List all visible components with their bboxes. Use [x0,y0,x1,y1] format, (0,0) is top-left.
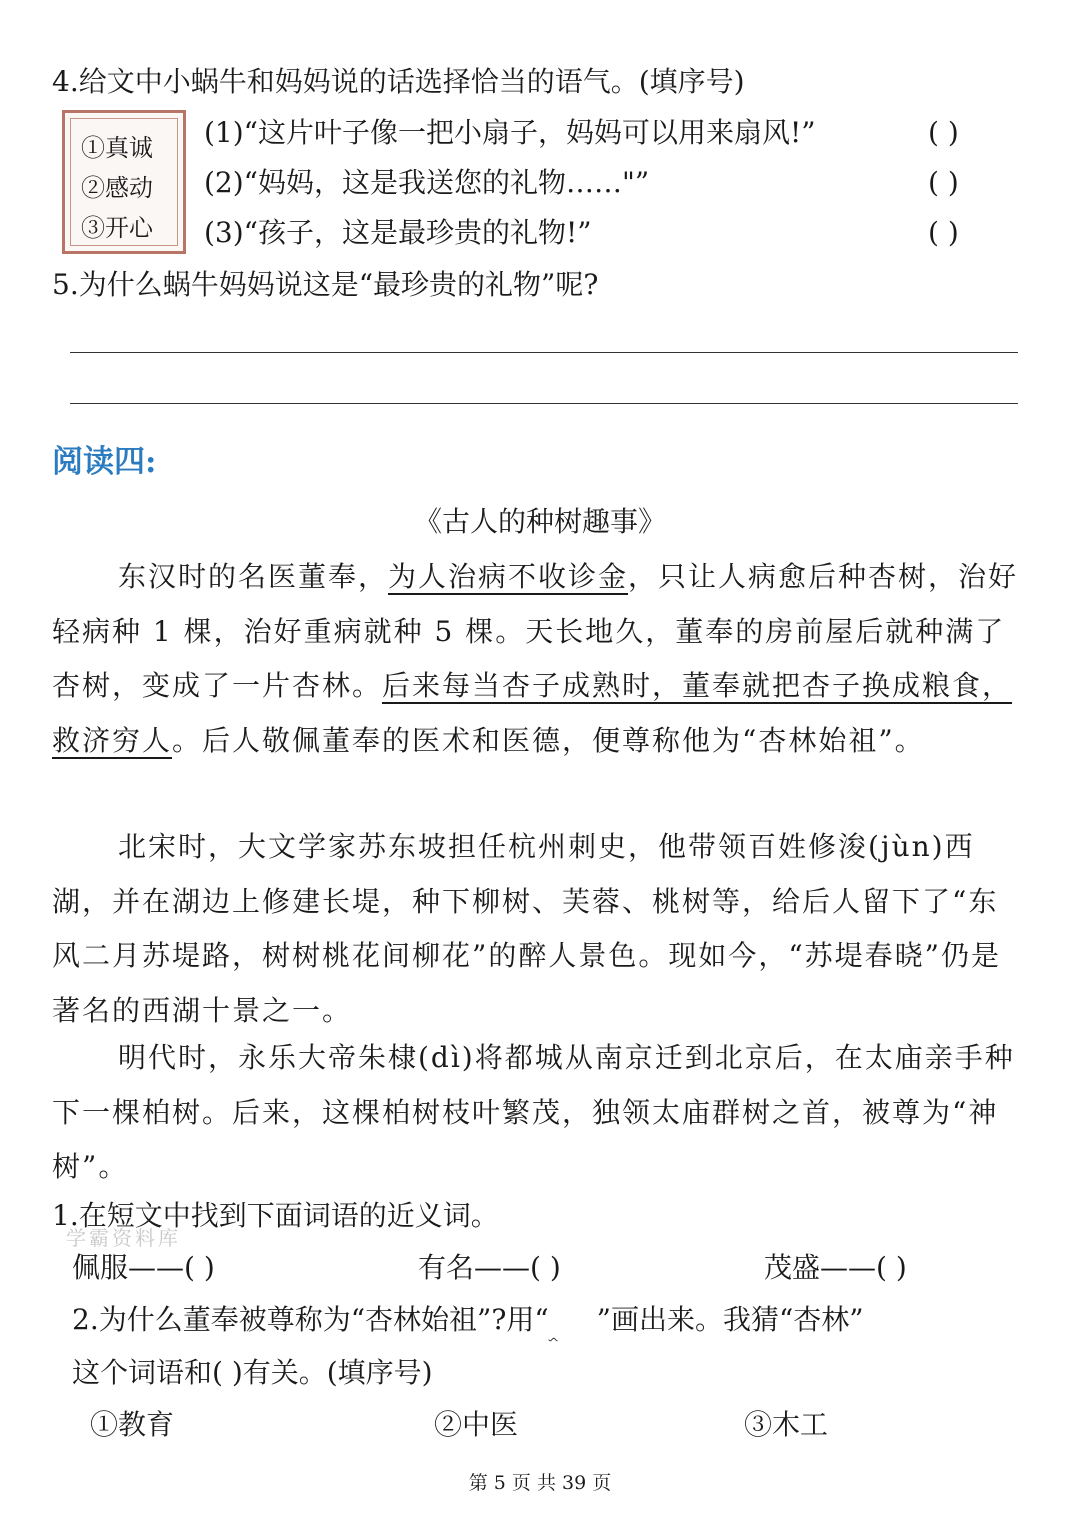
paragraph-3-text: 明代时，永乐大帝朱棣(dì)将都城从南京迁到北京后，在太庙亲手种下一棵柏树。后来，这棵柏树枝叶繁茂，独领太庙群树之首，被尊为“神树”。 [52,1041,1015,1183]
option-1[interactable]: ①教育 [90,1408,175,1441]
q4-item-3-blank[interactable]: ( ) [928,216,959,249]
option-3[interactable]: ③木工 [744,1408,829,1441]
synonym-item-1[interactable]: 佩服——( ) [72,1251,215,1284]
paragraph-1-text-a: 东汉时的名医董奉， [118,560,389,593]
paragraph-1-text-b: ，只让人病愈后种杏树，治好轻病种 1 棵，治好重病就种 5 棵。天长地久，董奉的房前屋后就种满了杏树，变成了一片杏林。 [52,560,1019,702]
paragraph-2-text: 北宋时，大文学家苏东坡担任杭州刺史，他带领百姓修浚(jùn)西湖，并在湖边上修建长堤，种下柳树、芙蓉、桃树等，给后人留下了“东风二月苏堤路，树树桃花间柳花”的醉人景色。现如今，“苏堤春晓”仍是著名的西湖十景之一。 [52,830,1001,1027]
q4-item-1-blank[interactable]: ( ) [928,116,959,149]
answer-line-2[interactable] [70,403,1018,404]
passage-paragraph-2 [52,820,1028,1038]
synonym-item-3[interactable]: 茂盛——( ) [764,1251,907,1284]
q4-item-2: (2)“妈妈，这是我送您的礼物……"” [204,166,650,199]
underlined-phrase-1: 为人治病不收诊金 [388,560,629,593]
answer-line-1[interactable] [70,352,1018,353]
passage-paragraph-1 [52,550,1028,768]
question-4-prompt: 4.给文中小蜗牛和妈妈说的话选择恰当的语气。(填序号) [52,65,745,98]
q4-item-3: (3)“孩子，这是最珍贵的礼物!” [204,216,592,249]
underlined-phrase-2: 后来每当杏子成熟时，董奉就把杏子换成粮食，救济穷人 [52,669,1013,757]
paragraph-1-text-c: 。后人敬佩董奉的医术和医德，便尊称他为“杏林始祖”。 [172,723,925,757]
passage-title: 《古人的种树趣事》 [413,505,666,538]
passage-paragraph-3 [52,1031,1028,1195]
question-2-continuation: 这个词语和( )有关。(填序号) [72,1356,433,1389]
question-5-prompt: 5.为什么蜗牛妈妈说这是“最珍贵的礼物”呢? [52,268,599,301]
tone-choice-2: ②感动 [81,174,153,202]
question-2-text-b: ”画出来。我猜“杏林” [596,1303,864,1336]
question-2-prompt [72,1300,864,1340]
question-2-text-a: 2.为什么董奉被尊称为“杏林始祖”?用“ [72,1303,549,1336]
wavy-line-sample [549,1300,597,1340]
option-2[interactable]: ②中医 [434,1408,519,1441]
tone-choice-3: ③开心 [81,214,153,242]
synonym-item-2[interactable]: 有名——( ) [418,1251,561,1284]
page-footer: 第 5 页 共 39 页 [468,1472,612,1494]
q4-item-1: (1)“这片叶子像一把小扇子，妈妈可以用来扇风!” [204,116,816,149]
tone-choice-box [62,110,186,254]
question-1-prompt: 1.在短文中找到下面词语的近义词。 [52,1199,499,1232]
tone-choice-1: ①真诚 [81,134,153,162]
watermark: 学霸资料库 [66,1226,181,1250]
q4-item-2-blank[interactable]: ( ) [928,166,959,199]
section-heading: 阅读四: [52,444,157,480]
